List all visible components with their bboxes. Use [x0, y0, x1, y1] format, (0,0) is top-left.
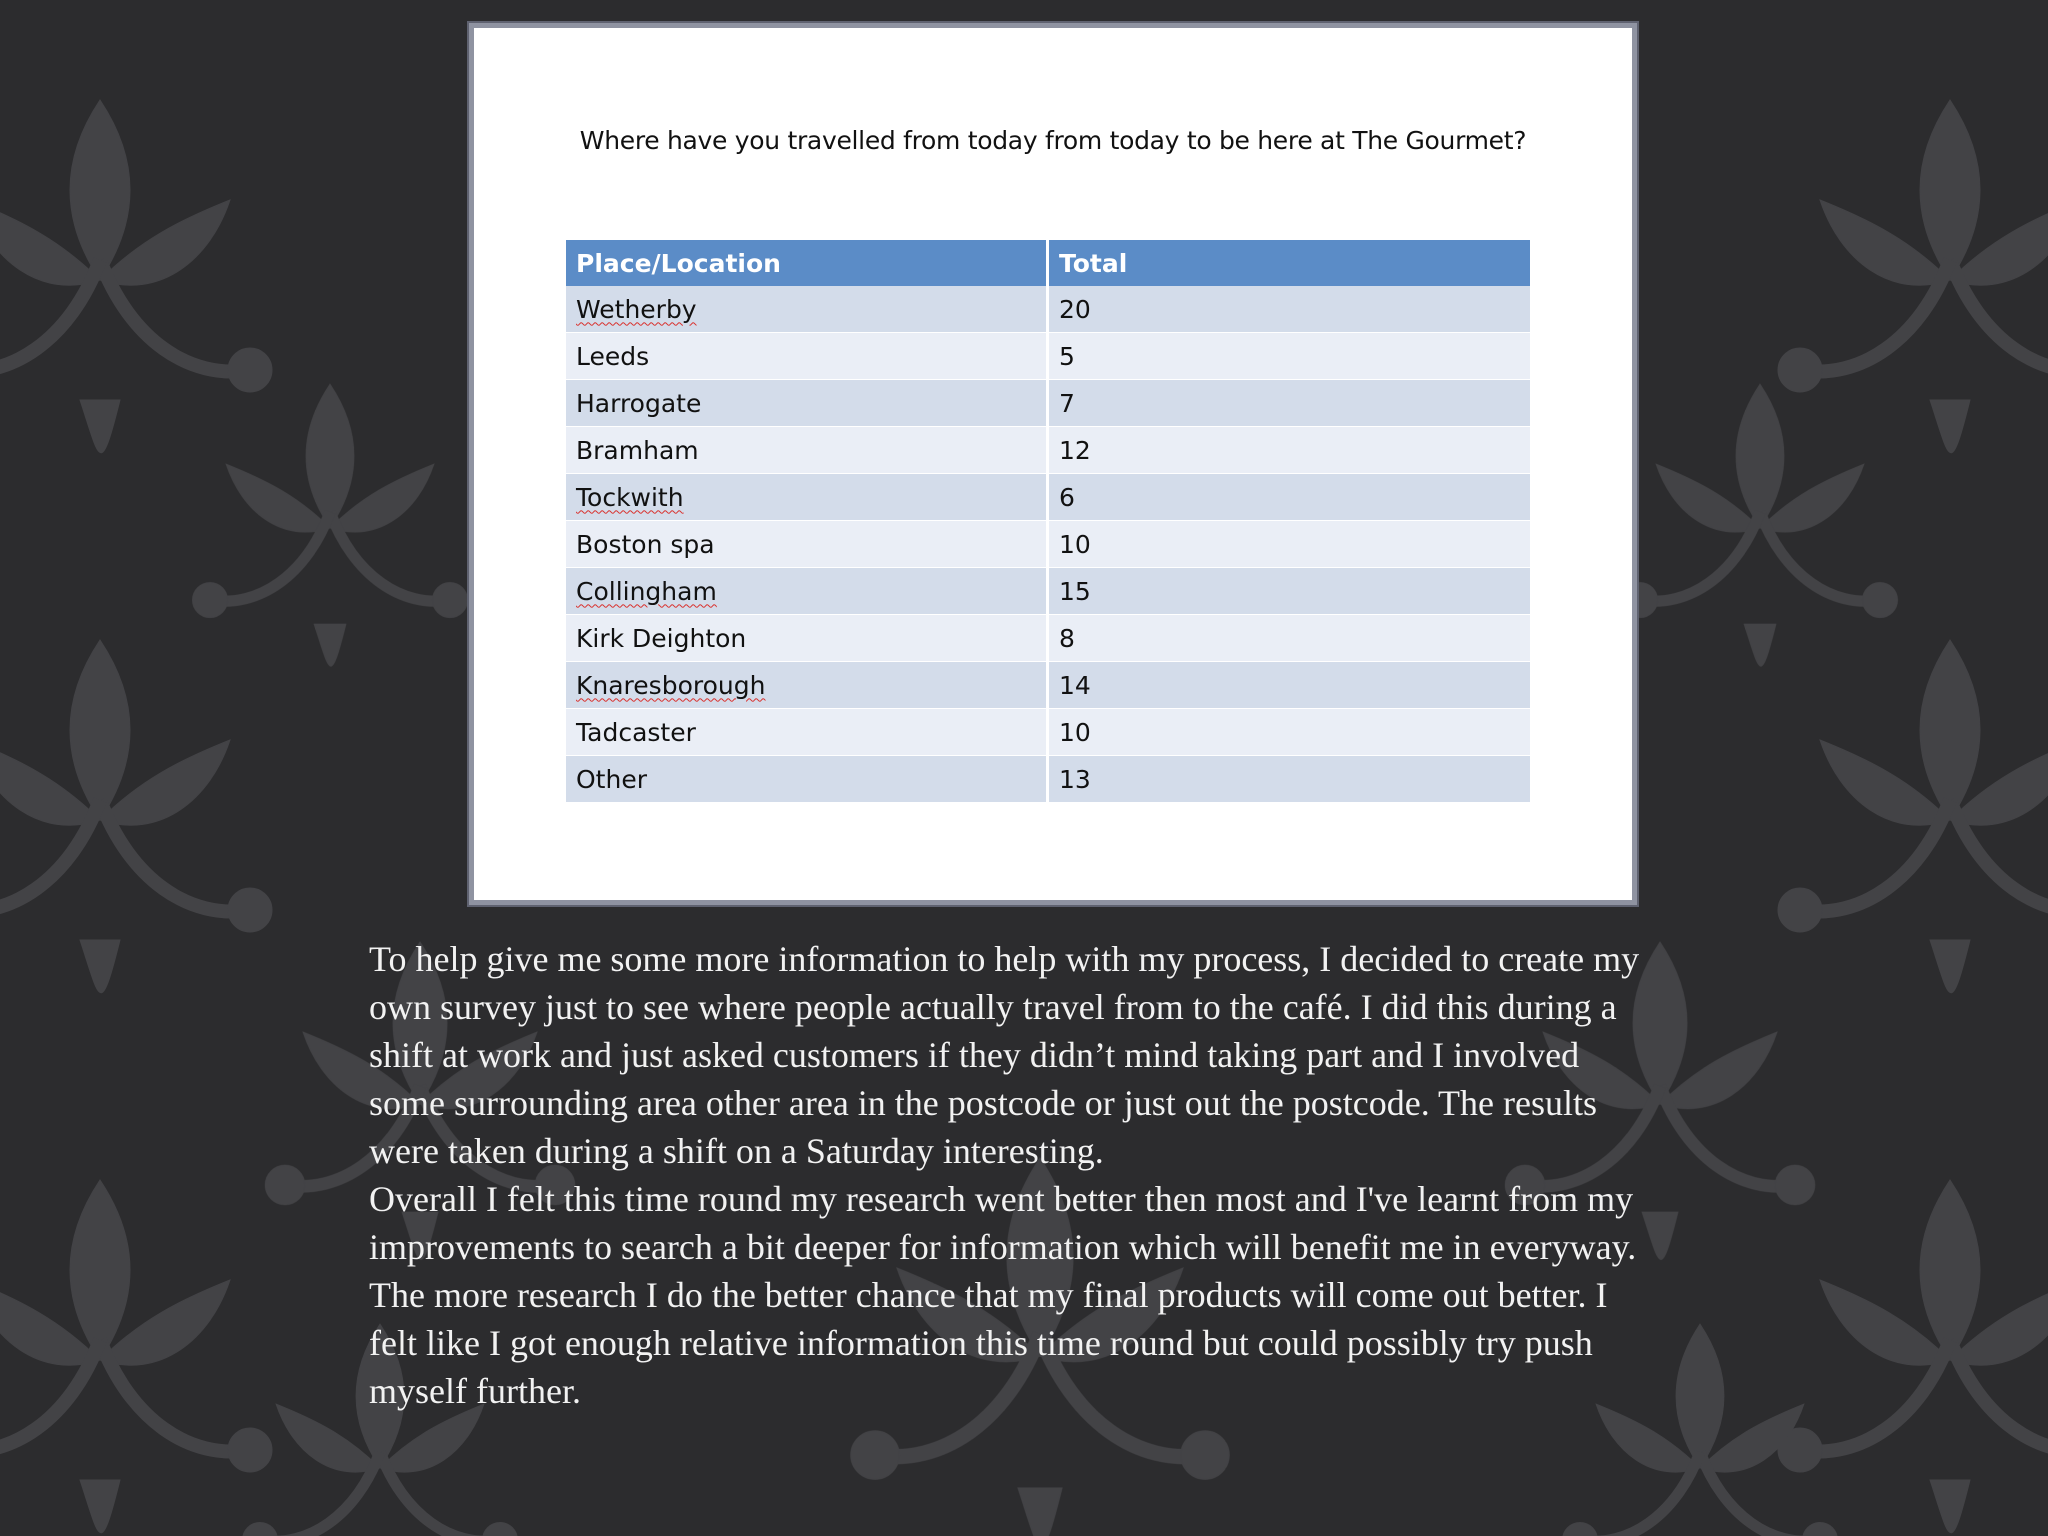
table-row: [566, 568, 1530, 615]
place-cell: Bramham: [566, 427, 1048, 474]
total-cell: 8: [1048, 615, 1531, 662]
body-text-block: [369, 935, 1749, 1415]
survey-question-title: Where have you travelled from today from today to be here at The Gourmet?: [579, 126, 1527, 155]
place-cell: Wetherby: [566, 286, 1048, 333]
total-cell: 14: [1048, 662, 1531, 709]
total-cell: 6: [1048, 474, 1531, 521]
place-cell: Harrogate: [566, 380, 1048, 427]
place-cell: Boston spa: [566, 521, 1048, 568]
total-cell: 7: [1048, 380, 1531, 427]
paragraph-survey-description: To help give me some more information to help with my process, I decided to create my own survey just to see where people actually travel from to the café. I did this during a shift at work and just asked customers if they didn’t mind taking part and I involved some surrounding area other area in the postcode or just out the postcode. The results were taken during a shift on a Saturday interesting.: [369, 939, 1640, 1171]
total-cell: 13: [1048, 756, 1531, 803]
column-header-total: Total: [1048, 240, 1531, 286]
table-row: [566, 286, 1530, 333]
table-row: [566, 333, 1530, 380]
table-row: [566, 709, 1530, 756]
place-cell: Leeds: [566, 333, 1048, 380]
table-row: [566, 521, 1530, 568]
table-row: [566, 474, 1530, 521]
column-header-place: Place/Location: [566, 240, 1048, 286]
table-row: [566, 615, 1530, 662]
place-cell: Tadcaster: [566, 709, 1048, 756]
table-header-row: [566, 240, 1530, 286]
place-cell: Tockwith: [566, 474, 1048, 521]
place-cell: Other: [566, 756, 1048, 803]
place-cell: Knaresborough: [566, 662, 1048, 709]
total-cell: 10: [1048, 521, 1531, 568]
survey-results-table: [566, 240, 1530, 803]
total-cell: 5: [1048, 333, 1531, 380]
total-cell: 20: [1048, 286, 1531, 333]
place-cell: Collingham: [566, 568, 1048, 615]
place-cell: Kirk Deighton: [566, 615, 1048, 662]
paragraph-reflection: Overall I felt this time round my research went better then most and I've learnt from my improvements to search a bit deeper for information which will benefit me in everyway. The more research I do the better chance that my final products will come out better. I felt like I got enough relative information this time round but could possibly try push myself further.: [369, 1179, 1637, 1411]
survey-table-screenshot: [469, 23, 1637, 905]
total-cell: 15: [1048, 568, 1531, 615]
total-cell: 10: [1048, 709, 1531, 756]
total-cell: 12: [1048, 427, 1531, 474]
table-row: [566, 380, 1530, 427]
table-row: [566, 756, 1530, 803]
table-row: [566, 662, 1530, 709]
table-row: [566, 427, 1530, 474]
